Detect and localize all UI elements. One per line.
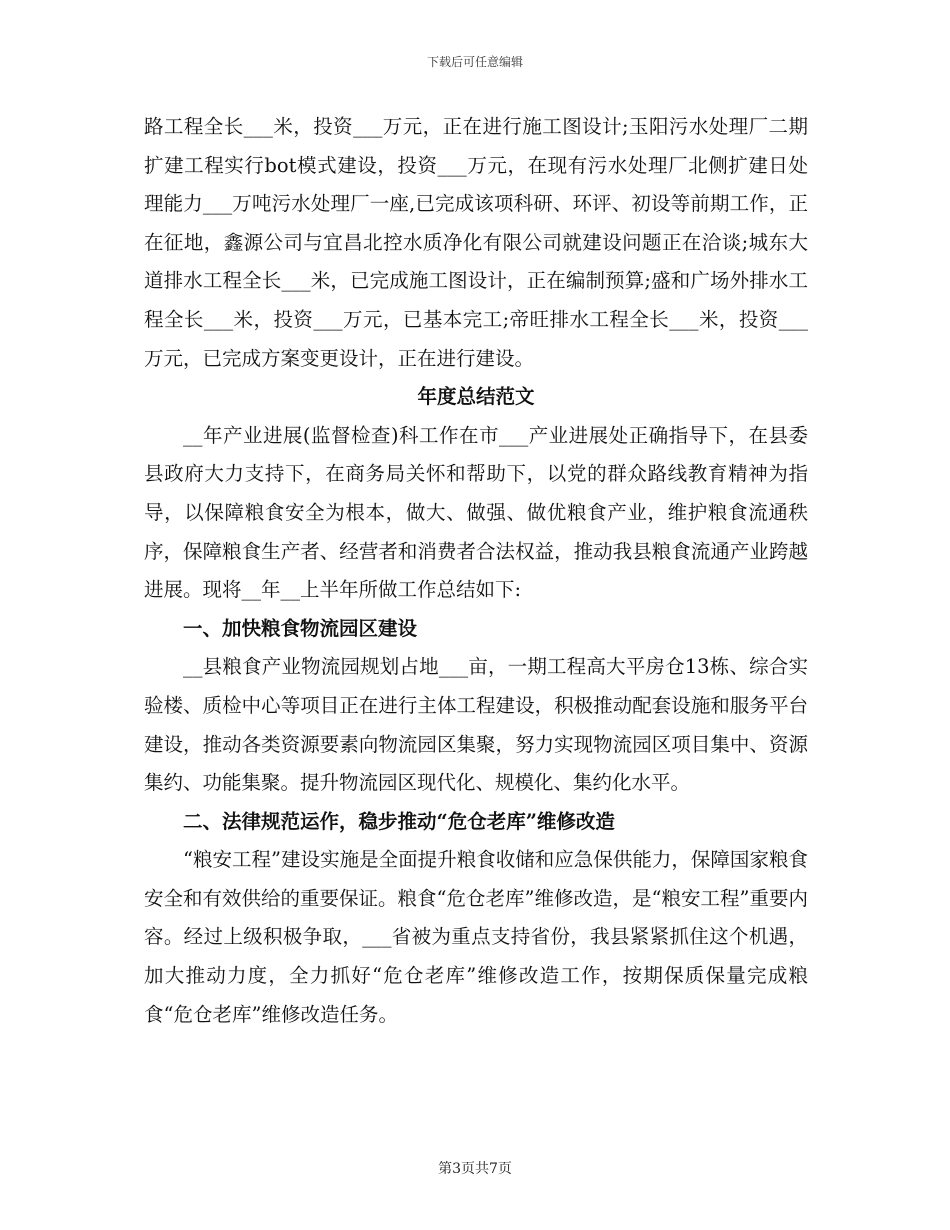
intro-paragraph: 路工程全长___米，投资___万元，正在进行施工图设计;玉阳污水处理厂二期扩建工程实行bot模式建设，投资___万元，在现有污水处理厂北侧扩建日处理能力___万吨污水处理厂一座,已完成该项科研、环评、初设等前期工作，正在征地，鑫源公司与宜昌北控水质净化有限公司就建设问题正在洽谈;城东大道排水工程全长___米，已完成施工图设计，正在编制预算;盛和广场外排水工程全长___米，投资___万元，已基本完工;帝旺排水工程全长___米，投资___万元，已完成方案变更设计，正在进行建设。 [144,115,808,370]
document-title: 年度总结范文 [417,385,535,409]
document-body [144,108,808,1034]
page-header-note: 下载后可任意编辑 [426,55,523,69]
section-2-heading: 二、法律规范运作，稳步推动“危仓老库”维修改造 [183,809,615,833]
page-indicator: 第3页共7页 [438,1161,512,1177]
section-2-body: “粮安工程”建设实施是全面提升粮食收储和应急保供能力，保障国家粮食安全和有效供给的重要保证。粮食“危仓老库”维修改造，是“粮安工程”重要内容。经过上级积极争取，___省被为重点支持省份，我县紧紧抓住这个机遇，加大推动力度，全力抓好“危仓老库”维修改造工作，按期保质保量完成粮食“危仓老库”维修改造任务。 [144,848,808,1026]
section-1-body: __县粮食产业物流园规划占地___亩，一期工程高大平房仓13栋、综合实验楼、质检中心等项目正在进行主体工程建设，积极推动配套设施和服务平台建设，推动各类资源要素向物流园区集聚，努力实现物流园区项目集中、资源集约、功能集聚。提升物流园区现代化、规模化、集约化水平。 [144,655,808,795]
paragraph-1: __年产业进展(监督检查)科工作在市___产业进展处正确指导下，在县委县政府大力支持下，在商务局关怀和帮助下，以党的群众路线教育精神为指导，以保障粮食安全为根本，做大、做强、做优粮食产业，维护粮食流通秩序，保障粮食生产者、经营者和消费者合法权益，推动我县粮食流通产业跨越进展。现将__年__上半年所做工作总结如下: [144,423,808,602]
section-1-heading: 一、加快粮食物流园区建设 [183,616,418,640]
